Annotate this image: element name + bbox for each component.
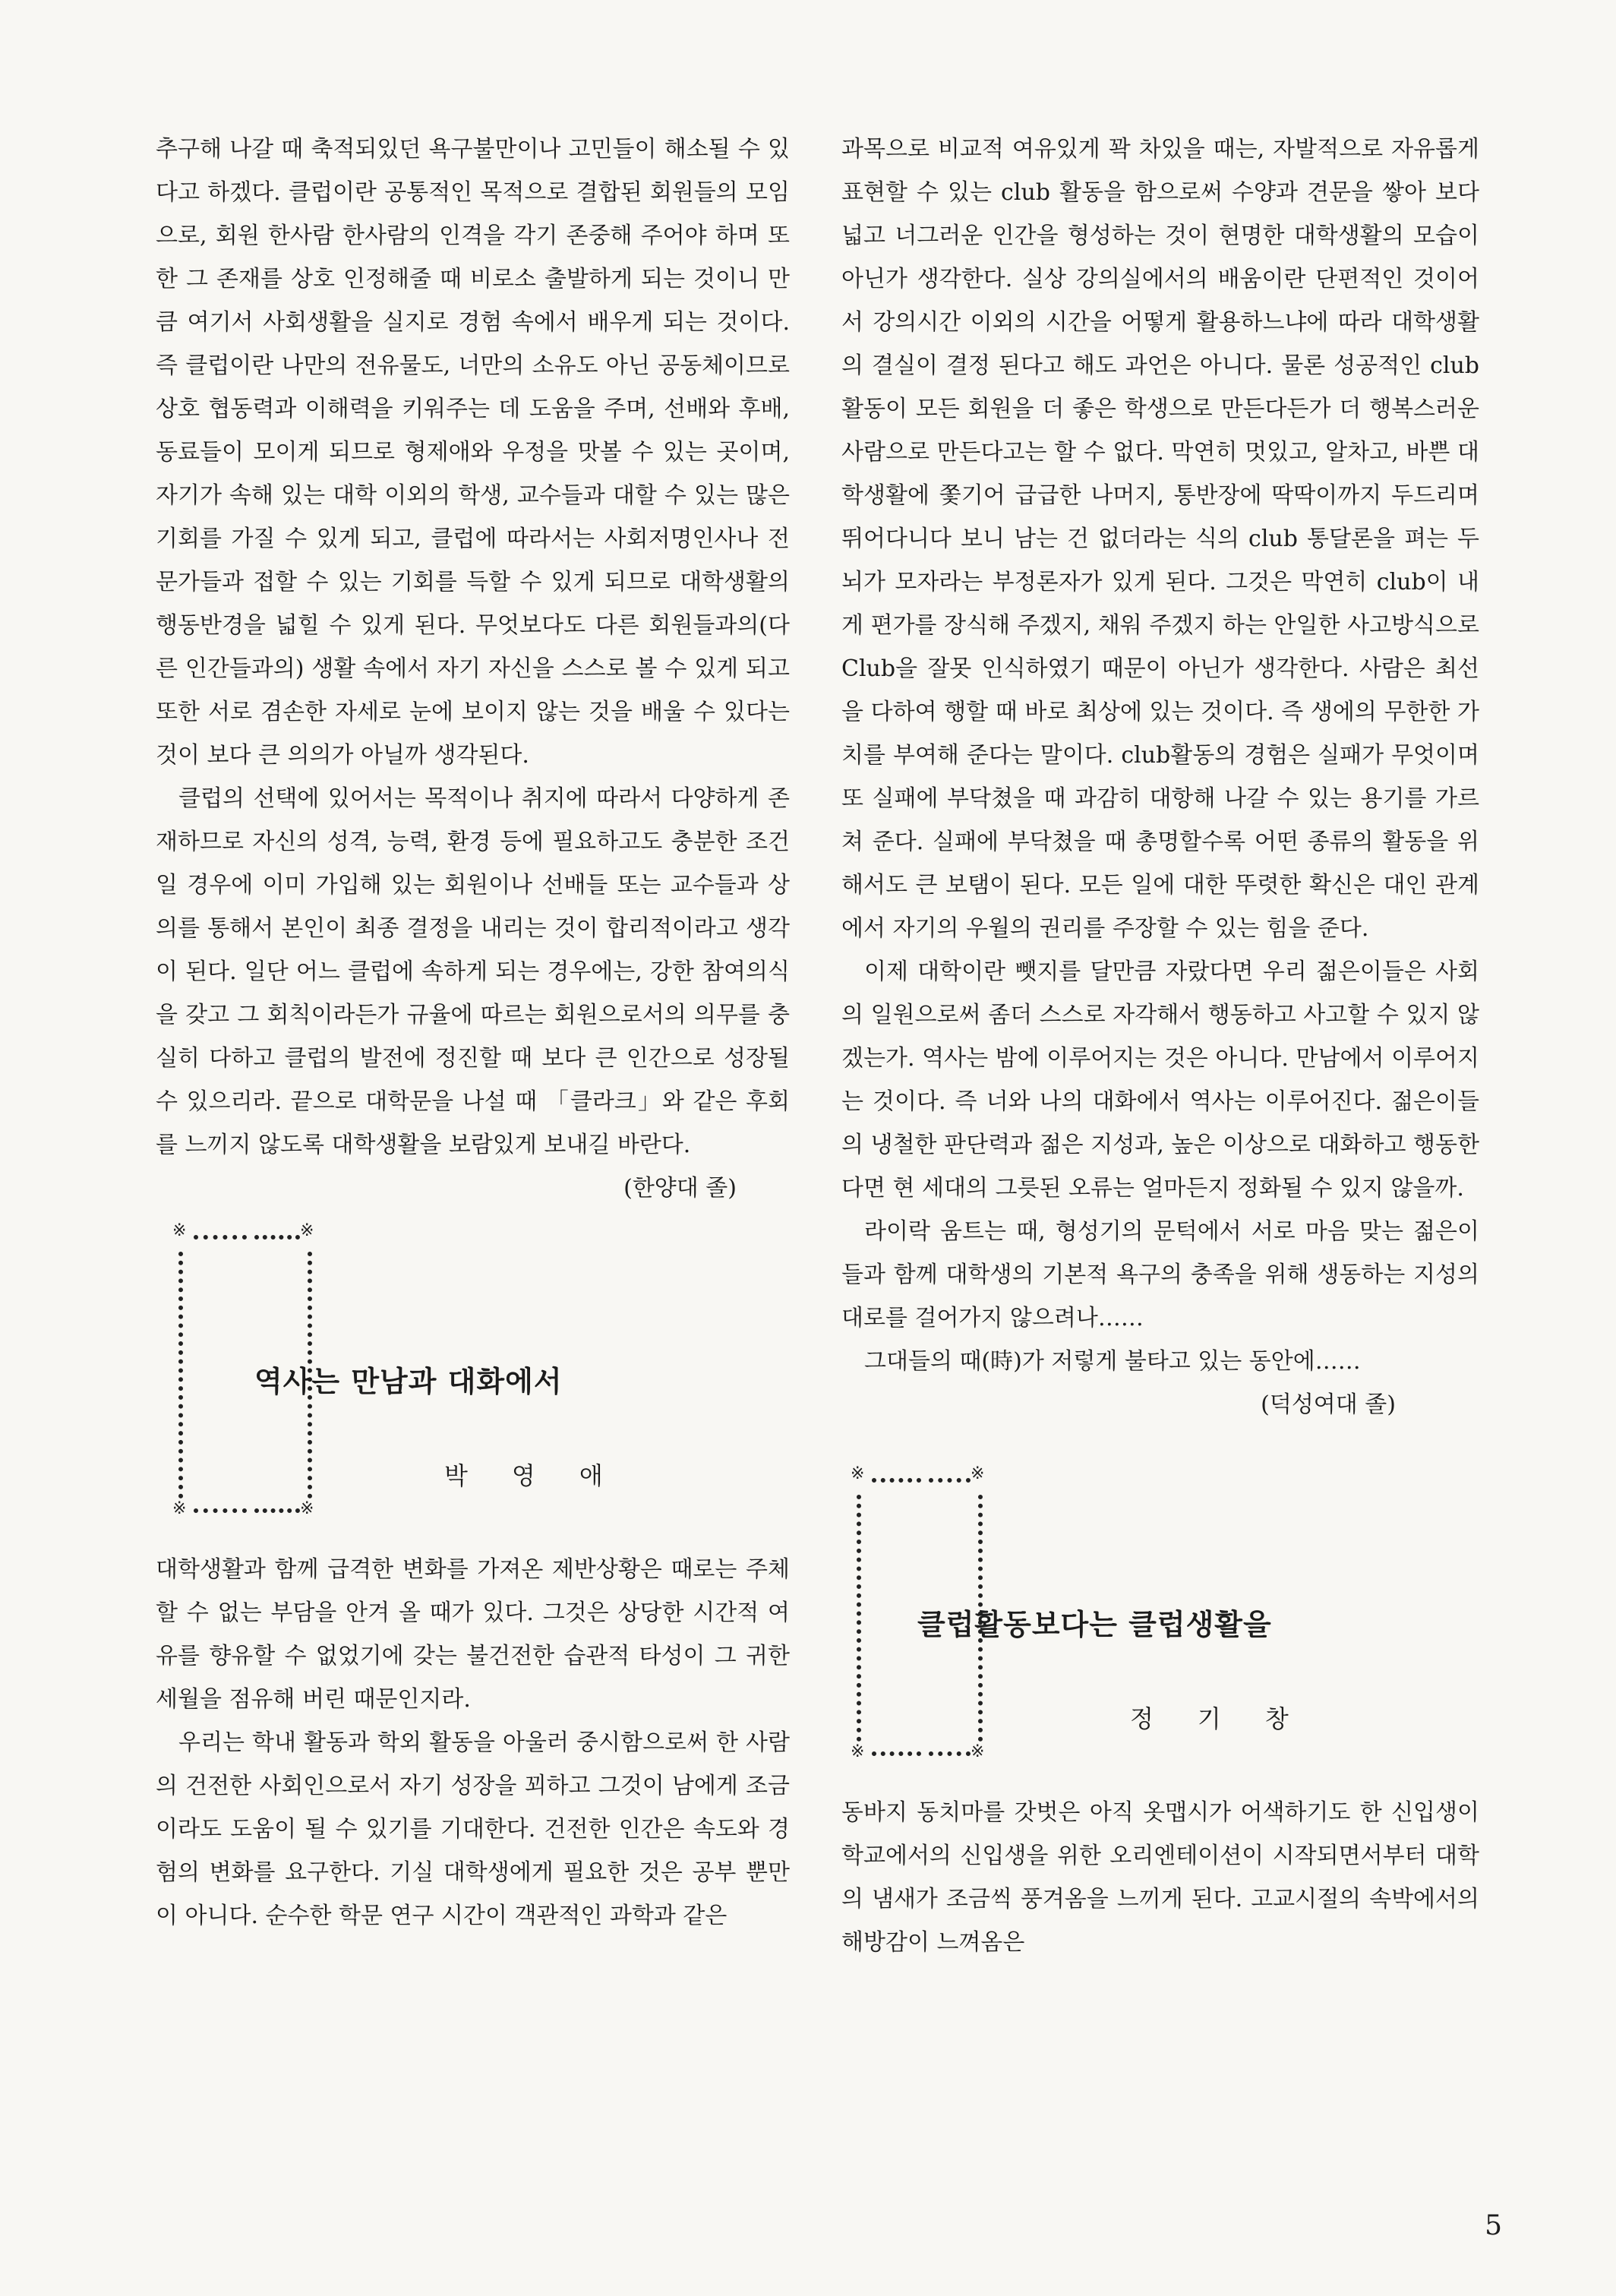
- article-author: 정기창: [1130, 1704, 1333, 1733]
- paragraph: 우리는 학내 활동과 학외 활동을 아울러 중시함으로써 한 사람의 건전한 사회인으로서 자기 성장을 꾀하고 그것이 남에게 조금이라도 도움이 될 수 있기를 기대한다. 건전한 인간은 속도와 경험의 변화를 요구한다. 기실 대학생에게 필요한 것은 공부 뿐만이 아니다. 순수한 학문 연구 시간이 객관적인 과학과 같은: [156, 1729, 790, 1929]
- article-title: 클럽활동보다는 클럽생활을: [917, 1608, 1272, 1641]
- article-title: 역사는 만남과 대화에서: [254, 1365, 563, 1398]
- paragraph: 그대들의 때(時)가 저렇게 불타고 있는 동안에……: [864, 1348, 1361, 1375]
- page-number: 5: [1485, 2210, 1502, 2241]
- author-affiliation: (한양대 졸): [623, 1175, 737, 1202]
- author-affiliation: (덕성여대 졸): [1261, 1391, 1396, 1418]
- paragraph: 과목으로 비교적 여유있게 꽉 차있을 때는, 자발적으로 자유롭게 표현할 수 있는 club 활동을 함으로써 수양과 견문을 쌓아 보다 넓고 너그러운 인간을 형성하는 것이 현명한 대학생활의 모습이 아닌가 생각한다. 실상 강의실에서의 배움이란 단편적인 것이어서 강의시간 이외의 시간을 어떻게 활용하느냐에 따라 대학생활의 결실이 결정 된다고 해도 과언은 아니다. 물론 성공적인 club활동이 모든 회원을 더 좋은 학생으로 만든다든가 더 행복스러운 사람으로 만든다고는 할 수 없다. 막연히 멋있고, 알차고, 바쁜 대학생활에 쫓기어 급급한 나머지, 통반장에 딱딱이까지 두드리며 뛰어다니다 보니 남는 건 없더라는 식의 club 통달론을 펴는 두뇌가 모자라는 부정론자가 있게 된다. 그것은 막연히 club이 내게 편가를 장식해 주겠지, 채워 주겠지 하는 안일한 사고방식으로 Club을 잘못 인식하였기 때문이 아닌가 생각한다. 사람은 최선을 다하여 행할 때 바로 최상에 있는 것이다. 즉 생에의 무한한 가치를 부여해 준다는 말이다. club활동의 경험은 실패가 무엇이며 또 실패에 부닥쳤을 때 과감히 대항해 나갈 수 있는 용기를 가르쳐 준다. 실패에 부닥쳤을 때 총명할수록 어떤 종류의 활동을 위해서도 큰 보탬이 된다. 모든 일에 대한 뚜렷한 확신은 대인 관계에서 자기의 우월의 권리를 주장할 수 있는 힘을 준다.: [841, 136, 1479, 942]
- paragraph: 클럽의 선택에 있어서는 목적이나 취지에 따라서 다양하게 존재하므로 자신의 성격, 능력, 환경 등에 필요하고도 충분한 조건일 경우에 이미 가입해 있는 회원이나 선배들 또는 교수들과 상의를 통해서 본인이 최종 결정을 내리는 것이 합리적이라고 생각이 된다. 일단 어느 클럽에 속하게 되는 경우에는, 강한 참여의식을 갖고 그 회칙이라든가 규율에 따르는 회원으로서의 의무를 충실히 다하고 클럽의 발전에 정진할 때 보다 큰 인간으로 성장될 수 있으리라. 끝으로 대학문을 나설 때 「클라크」와 같은 후회를 느끼지 않도록 대학생활을 보람있게 보내길 바란다.: [156, 785, 790, 1158]
- left-column: [156, 128, 790, 1938]
- article-author: 박영애: [444, 1461, 647, 1490]
- decorative-bracket: ※ ※ ※ ※: [851, 1464, 985, 1761]
- decorative-bracket: ※ ※ ※ ※: [172, 1221, 314, 1518]
- paragraph: 라이락 움트는 때, 형성기의 문턱에서 서로 마음 맞는 젊은이들과 함께 대학생의 기본적 욕구의 충족을 위해 생동하는 지성의 대로를 걸어가지 않으려나……: [841, 1218, 1479, 1331]
- paragraph: 동바지 동치마를 갓벗은 아직 옷맵시가 어색하기도 한 신입생이 학교에서의 신입생을 위한 오리엔테이션이 시작되면서부터 대학의 냄새가 조금씩 풍겨옴을 느끼게 된다. 고교시절의 속박에서의 해방감이 느껴옴은: [841, 1799, 1479, 1956]
- paragraph: 이제 대학이란 뺏지를 달만큼 자랐다면 우리 젊은이들은 사회의 일원으로써 좀더 스스로 자각해서 행동하고 사고할 수 있지 않겠는가. 역사는 밤에 이루어지는 것은 아니다. 만남에서 이루어지는 것이다. 즉 너와 나의 대화에서 역사는 이루어진다. 젊은이들의 냉철한 판단력과 젊은 지성과, 높은 이상으로 대화하고 행동한다면 현 세대의 그릇된 오류는 얼마든지 정화될 수 있지 않을까.: [841, 959, 1479, 1202]
- article-title-box: [156, 1221, 790, 1525]
- right-column: [841, 128, 1479, 1964]
- paragraph: 대학생활과 함께 급격한 변화를 가져온 제반상황은 때로는 주체할 수 없는 부담을 안겨 올 때가 있다. 그것은 상당한 시간적 여유를 향유할 수 없었기에 갖는 불건전한 습관적 타성이 그 귀한 세월을 점유해 버린 때문인지라.: [156, 1556, 790, 1713]
- paragraph: 추구해 나갈 때 축적되있던 욕구불만이나 고민들이 해소될 수 있다고 하겠다. 클럽이란 공통적인 목적으로 결합된 회원들의 모임으로, 회원 한사람 한사람의 인격을 각기 존중해 주어야 하며 또한 그 존재를 상호 인정해줄 때 비로소 출발하게 되는 것이니 만큼 여기서 사회생활을 실지로 경험 속에서 배우게 되는 것이다. 즉 클럽이란 나만의 전유물도, 너만의 소유도 아닌 공동체이므로 상호 협동력과 이해력을 키워주는 데 도움을 주며, 선배와 후배, 동료들이 모이게 되므로 형제애와 우정을 맛볼 수 있는 곳이며, 자기가 속해 있는 대학 이외의 학생, 교수들과 대할 수 있는 많은 기회를 가질 수 있게 되고, 클럽에 따라서는 사회저명인사나 전문가들과 접할 수 있는 기회를 득할 수 있게 되므로 대학생활의 행동반경을 넓힐 수 있게 된다. 무엇보다도 다른 회원들과의(다른 인간들과의) 생활 속에서 자기 자신을 스스로 볼 수 있게 되고 또한 서로 겸손한 자세로 눈에 보이지 않는 것을 배울 수 있다는 것이 보다 큰 의의가 아닐까 생각된다.: [156, 136, 790, 769]
- article-title-box: [841, 1464, 1479, 1768]
